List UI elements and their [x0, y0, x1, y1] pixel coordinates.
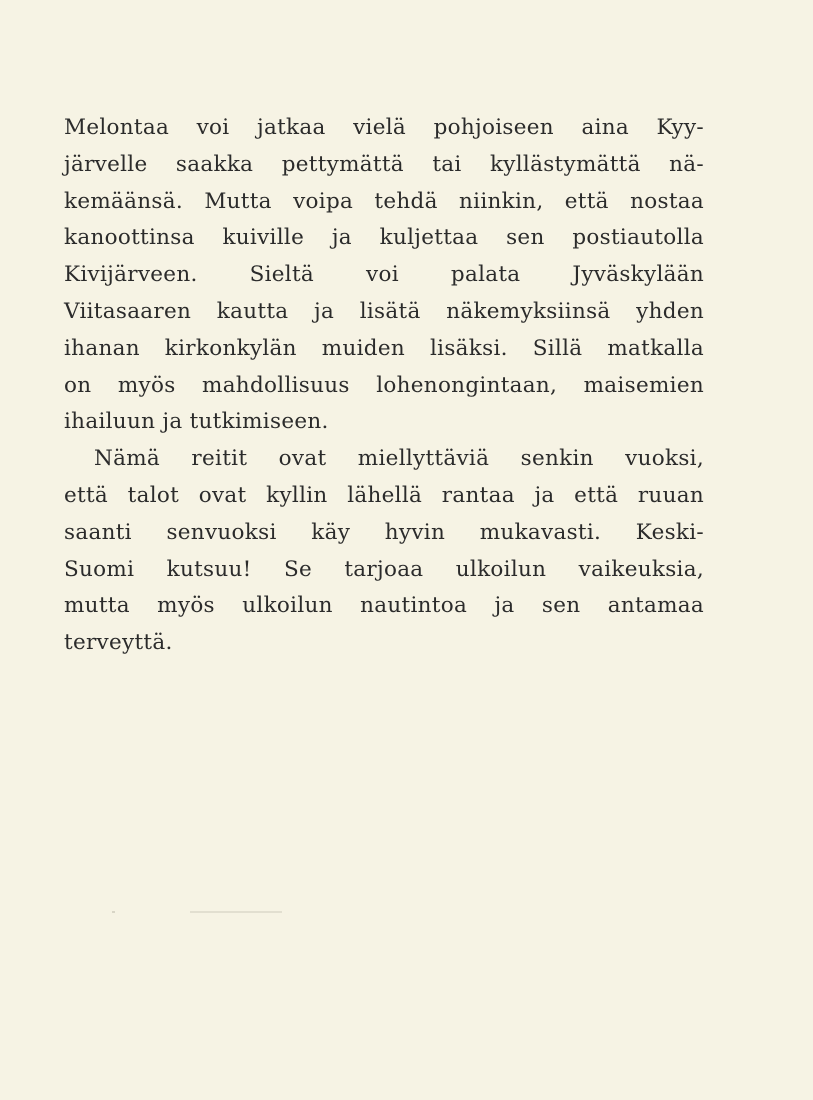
text-line: kanoottinsa kuiville ja kuljettaa sen postiautolla: [64, 225, 704, 251]
print-mark: [190, 911, 282, 913]
text-line: ihanan kirkonkylän muiden lisäksi. Sillä matkalla: [64, 335, 704, 361]
text-line: mutta myös ulkoilun nautintoa ja sen antamaa: [64, 593, 704, 619]
text-line: järvelle saakka pettymättä tai kyllästymättä nä-: [64, 151, 704, 177]
text-line: on myös mahdollisuus lohenongintaan, maisemien: [64, 372, 704, 398]
text-line: Nämä reitit ovat miellyttäviä senkin vuoksi,: [94, 446, 704, 472]
paragraph-1: [64, 110, 704, 441]
print-mark: [112, 911, 115, 913]
text-line: Melontaa voi jatkaa vielä pohjoiseen aina Kyy-: [64, 115, 704, 140]
text-line: Viitasaaren kautta ja lisätä näkemyksiinsä yhden: [64, 298, 704, 324]
text-line: ihailuun ja tutkimiseen.: [64, 409, 329, 435]
paragraph-2: [64, 441, 704, 662]
text-line: kemäänsä. Mutta voipa tehdä niinkin, että nostaa: [64, 188, 704, 214]
body-text: [64, 110, 704, 662]
text-line: terveyttä.: [64, 630, 173, 656]
text-line: että talot ovat kyllin lähellä rantaa ja että ruuan: [64, 482, 704, 508]
text-line: saanti senvuoksi käy hyvin mukavasti. Keski-: [64, 519, 704, 545]
text-line: Suomi kutsuu! Se tarjoaa ulkoilun vaikeuksia,: [64, 556, 704, 582]
text-line: Kivijärveen. Sieltä voi palata Jyväskylään: [64, 262, 704, 288]
